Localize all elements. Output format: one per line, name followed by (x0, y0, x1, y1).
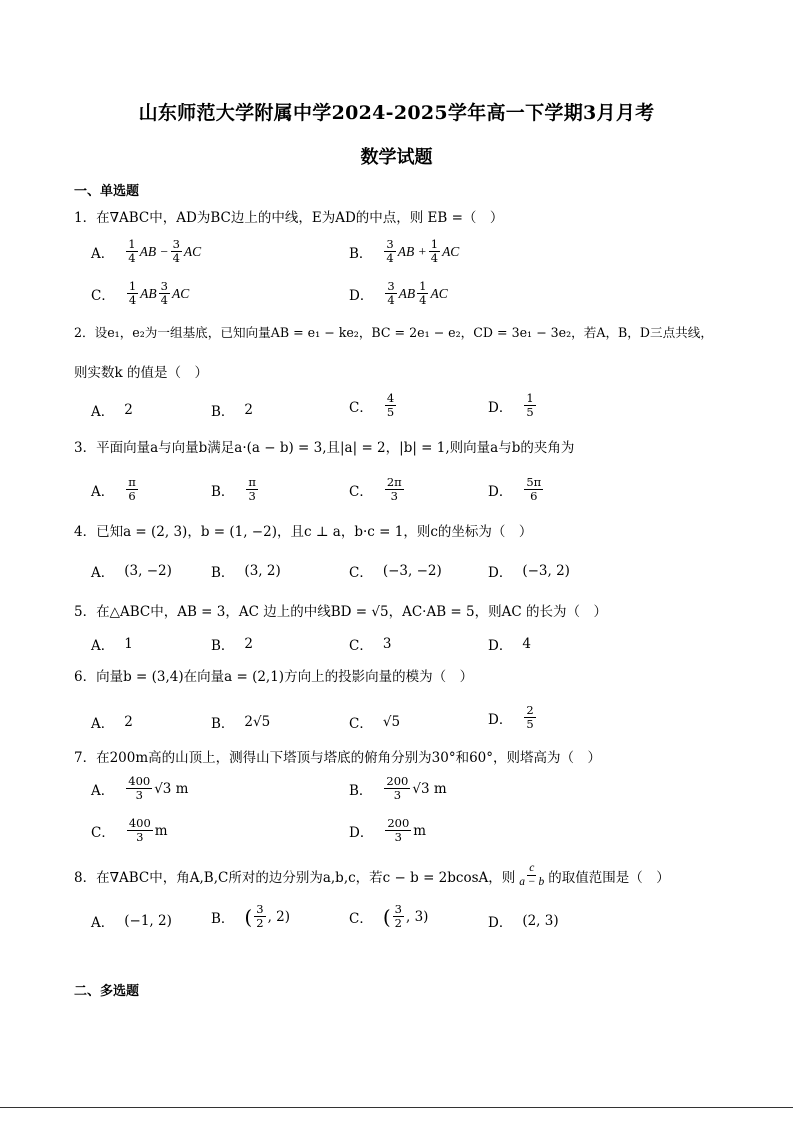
fraction-denominator: 4 (386, 251, 394, 265)
option-label: A． (91, 638, 115, 654)
fraction-denominator: 5 (526, 717, 534, 731)
fraction-denominator: 3 (394, 830, 402, 844)
fraction-numerator: π (248, 475, 256, 489)
option-text: AB (140, 285, 157, 301)
question-7-option-a (91, 775, 189, 802)
question-4-stem: 4．已知a = (2, 3)，b = (1, −2)，且c ⊥ a，b·c = 1，则c的坐标为（ ） (74, 524, 533, 540)
question-5-stem: 5．在△ABC中，AB = 3，AC 边上的中线BD = √5，AC·AB = 5，则AC 的长为（ ） (74, 604, 607, 620)
fraction (254, 903, 265, 930)
option-label: D． (488, 711, 513, 728)
fraction-denominator: 6 (530, 489, 538, 503)
question-6-option-d (488, 704, 538, 731)
fraction (385, 280, 396, 307)
question-3-stem: 3．平面向量a与向量b满足a·(a − b) = 3,且|a| = 2，|b| = 1,则向量a与b的夹角为 (74, 440, 575, 456)
fraction (126, 775, 152, 802)
fraction-numerator: 1 (526, 391, 534, 405)
fraction-numerator: 200 (386, 774, 409, 788)
page-title: 山东师范大学附属中学2024-2025学年高一下学期3月月考 (138, 102, 655, 124)
fraction (429, 238, 440, 265)
fraction-denominator: 3 (390, 489, 398, 503)
option-label: D． (488, 565, 513, 581)
fraction-denominator: 3 (248, 489, 256, 503)
question-8-option-b (211, 903, 290, 930)
option-text: 2 (124, 714, 133, 730)
page-subtitle: 数学试题 (360, 147, 433, 168)
option-label: A． (91, 782, 115, 799)
question-3-option-b (211, 476, 260, 503)
option-label: A． (91, 245, 115, 262)
fraction-denominator: 5 (386, 405, 395, 419)
fraction-denominator: 4 (419, 293, 427, 307)
option-label: C． (349, 399, 373, 416)
question-5-option-d (488, 634, 531, 654)
question-7-stem: 7．在200m高的山顶上，测得山下塔顶与塔底的俯角分别为30°和60°，则塔高为（ ） (74, 750, 602, 766)
fraction-denominator: 4 (172, 251, 180, 265)
fraction-denominator: 4 (128, 293, 137, 307)
fraction-numerator: 3 (160, 279, 168, 293)
fraction-numerator: 2π (386, 475, 402, 489)
option-label: D． (488, 915, 513, 931)
option-label: D． (349, 287, 374, 304)
fraction-numerator: 200 (387, 816, 410, 830)
fraction (524, 392, 535, 419)
fraction-denominator: 3 (135, 788, 143, 802)
option-text: (−3, −2) (382, 563, 442, 579)
option-label: B． (211, 404, 235, 420)
question-2-option-c (349, 392, 398, 419)
fraction (126, 238, 137, 265)
question-3-option-c (349, 476, 406, 503)
question-5-option-a (91, 634, 133, 654)
option-label: B． (211, 910, 235, 927)
open-paren: ( (382, 904, 391, 929)
option-label: C． (349, 910, 373, 927)
option-text: 3 (382, 636, 392, 652)
question-7-option-c (91, 817, 168, 844)
fraction (385, 476, 404, 503)
question-7-option-b (349, 775, 447, 802)
option-text: AC (442, 243, 460, 259)
option-text: 2 (124, 402, 133, 418)
fraction-denominator: a − b (519, 876, 545, 888)
option-label: C． (349, 565, 373, 581)
option-label: D． (488, 483, 513, 500)
option-text: (3, −2) (124, 563, 172, 579)
option-text: 2√5 (244, 714, 271, 730)
question-4-option-a (91, 561, 172, 581)
question-2-stem: 2．设e₁，e₂为一组基底，已知向量AB = e₁ − ke₂，BC = 2e₁ − e₂，CD = 3e₁ − 3e₂，若A，B，D三点共线， (74, 325, 713, 340)
fraction-numerator: 1 (128, 237, 136, 251)
fraction (524, 704, 535, 731)
option-label: B． (211, 483, 235, 500)
question-1-option-d (349, 280, 448, 307)
option-text: AB (398, 285, 416, 301)
fraction-denominator: 3 (136, 830, 144, 844)
fraction-numerator: 400 (128, 774, 151, 788)
question-6-option-b (211, 712, 270, 732)
fraction (385, 392, 396, 419)
option-label: C． (91, 287, 115, 304)
fraction-denominator: 2 (394, 916, 402, 930)
option-text: , 3) (405, 908, 429, 925)
option-label: C． (349, 716, 373, 732)
option-text: , 2) (267, 908, 291, 925)
fraction-denominator: 4 (128, 251, 136, 265)
option-text: m (154, 822, 168, 839)
fraction (393, 903, 404, 930)
option-label: D． (488, 638, 513, 654)
section-single-choice: 一、单选题 (74, 184, 140, 199)
open-paren: ( (244, 904, 253, 929)
option-label: B． (349, 245, 373, 262)
option-label: B． (349, 782, 373, 799)
fraction (384, 238, 395, 265)
option-text: (−3, 2) (522, 563, 570, 579)
fraction-numerator: 2 (526, 703, 534, 717)
fraction-numerator: π (128, 475, 136, 489)
fraction-numerator: 5π (526, 475, 542, 489)
option-text: m (413, 822, 427, 839)
option-text: (3, 2) (244, 563, 281, 579)
fraction (126, 476, 138, 503)
question-5-option-b (211, 634, 253, 654)
fraction-denominator: 4 (430, 251, 439, 265)
fraction-numerator: 3 (387, 279, 395, 293)
question-5-option-c (349, 634, 391, 654)
option-text: √3 m (412, 780, 447, 797)
fraction-numerator: 3 (386, 237, 394, 251)
question-8-option-a (91, 911, 172, 931)
fraction-numerator: c (529, 862, 535, 874)
question-4-option-b (211, 561, 281, 581)
fraction (517, 862, 546, 889)
fraction-denominator: 2 (256, 916, 264, 930)
option-label: A． (91, 483, 115, 500)
option-label: B． (211, 565, 235, 581)
option-label: C． (349, 483, 373, 500)
footer-divider (0, 1107, 793, 1108)
option-label: A． (91, 716, 115, 732)
question-1-option-c (91, 280, 189, 307)
question-2-option-d (488, 392, 538, 419)
option-label: B． (211, 638, 235, 654)
fraction-denominator: 5 (526, 405, 534, 419)
option-text: 4 (522, 636, 531, 652)
question-8-stem-text: 8．在∇ABC中，角A,B,C所对的边分别为a,b,c，若c − b = 2bcosA，则 (74, 869, 516, 886)
option-text: (−1, 2) (124, 913, 172, 929)
question-7-option-d (349, 817, 426, 844)
fraction (385, 817, 411, 844)
option-text: 1 (124, 636, 133, 652)
question-1-option-a (91, 238, 201, 265)
question-8-stem-text-end: 的取值范围是（ ） (548, 869, 670, 886)
question-1-option-b (349, 238, 459, 265)
option-text: AB − (139, 243, 169, 259)
fraction-numerator: 4 (386, 391, 395, 405)
option-label: A． (91, 915, 115, 931)
option-text: AC (430, 285, 448, 301)
question-4-option-c (349, 561, 442, 581)
option-text: (2, 3) (522, 913, 559, 929)
fraction (171, 238, 182, 265)
question-2-option-a (91, 400, 133, 420)
option-label: C． (349, 638, 373, 654)
question-3-option-a (91, 476, 140, 503)
option-label: A． (91, 404, 115, 420)
section-multi-choice: 二、多选题 (74, 984, 140, 999)
option-label: D． (349, 824, 374, 841)
question-6-stem: 6．向量b = (3,4)在向量a = (2,1)方向上的投影向量的模为（ ） (74, 669, 474, 685)
option-text: 2 (244, 636, 254, 652)
fraction (159, 280, 170, 307)
question-6-option-c (349, 712, 400, 732)
question-8-option-d (488, 911, 559, 931)
option-text: AB + (397, 243, 427, 259)
fraction (127, 280, 138, 307)
option-text: √3 m (154, 780, 189, 797)
fraction (127, 817, 153, 844)
fraction-denominator: 4 (160, 293, 168, 307)
question-1-stem: 1．在∇ABC中，AD为BC边上的中线，E为AD的中点，则 EB =（ ） (74, 210, 504, 226)
question-3-option-d (488, 476, 545, 503)
option-label: C． (91, 824, 115, 841)
question-6-option-a (91, 712, 133, 732)
fraction (246, 476, 258, 503)
fraction-numerator: 1 (419, 279, 427, 293)
fraction-numerator: 400 (128, 816, 151, 830)
fraction-denominator: 6 (128, 489, 136, 503)
fraction-numerator: 3 (172, 237, 180, 251)
option-label: A． (91, 565, 115, 581)
option-text: AC (172, 285, 190, 301)
question-2-option-b (211, 400, 253, 420)
fraction-denominator: 3 (393, 788, 402, 802)
fraction-denominator: 4 (387, 293, 395, 307)
question-2-stem-continued: 则实数k 的值是（ ） (74, 365, 208, 381)
question-8-option-c (349, 903, 428, 930)
fraction-numerator: 1 (430, 237, 439, 251)
question-8-stem (74, 862, 670, 889)
option-label: B． (211, 716, 235, 732)
option-text: √5 (382, 714, 401, 730)
option-text: 2 (244, 402, 254, 418)
question-4-option-d (488, 561, 570, 581)
option-label: D． (488, 399, 513, 416)
fraction-numerator: 1 (128, 279, 137, 293)
option-text: AC (183, 243, 202, 259)
fraction-numerator: 3 (394, 902, 402, 916)
fraction (417, 280, 428, 307)
fraction (384, 775, 410, 802)
fraction-numerator: 3 (256, 902, 264, 916)
fraction (524, 476, 543, 503)
